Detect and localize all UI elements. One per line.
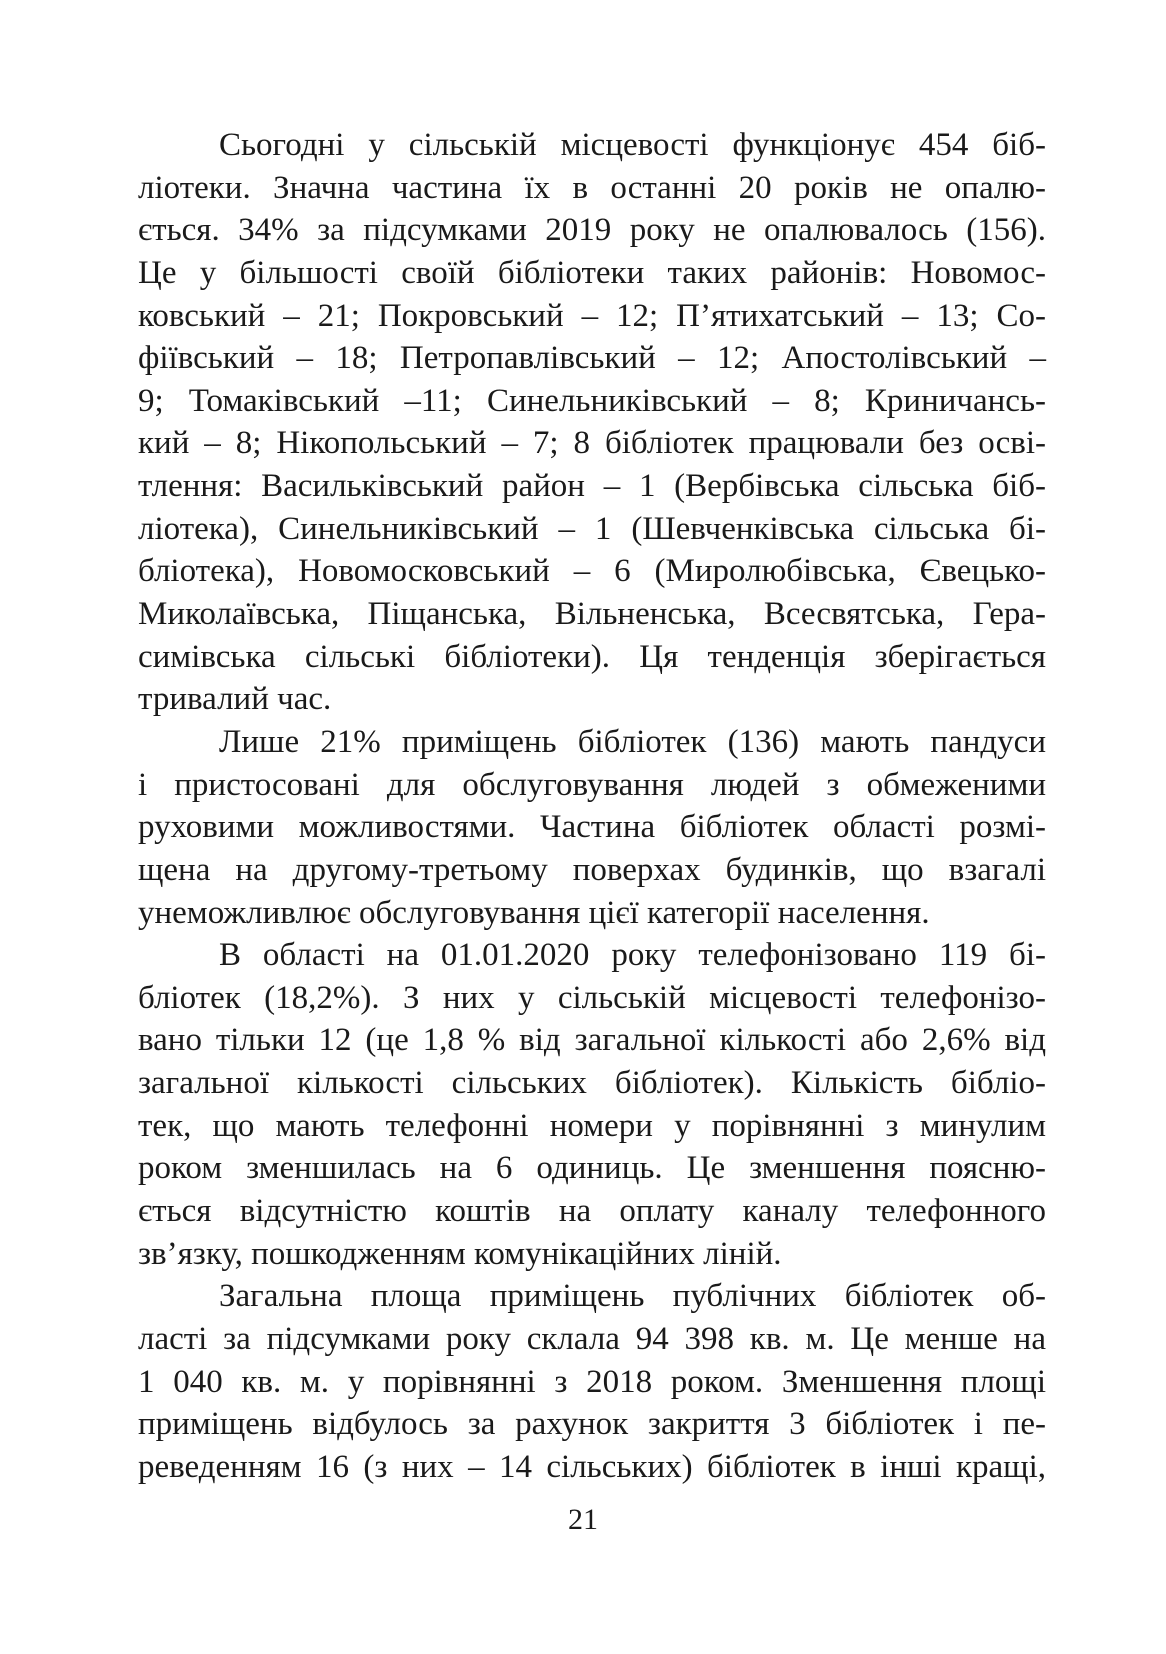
text-line: тек, що мають телефонні номери у порівнянні з минулим bbox=[138, 1107, 1046, 1144]
text-line: ласті за підсумками року склала 94 398 кв. м. Це менше на bbox=[138, 1320, 1046, 1357]
text-line: ється. 34% за підсумками 2019 року не опалювалось (156). bbox=[138, 212, 1046, 249]
page-number: 21 bbox=[568, 1503, 598, 1536]
text-line: ліотека), Синельниківський – 1 (Шевченківська сільська бі- bbox=[138, 510, 1046, 547]
text-line: і пристосовані для обслуговування людей з обмеженими bbox=[138, 766, 1046, 803]
text-line: загальної кількості сільських бібліотек). Кількість бібліо- bbox=[138, 1065, 1046, 1102]
text-line: руховими можливостями. Частина бібліотек області розмі- bbox=[138, 809, 1046, 846]
text-line: В області на 01.01.2020 року телефонізовано 119 бі- bbox=[219, 937, 1046, 974]
paragraph-floor-area bbox=[138, 1275, 1046, 1488]
text-line: Сьогодні у сільській місцевості функціонує 454 біб- bbox=[219, 127, 1046, 163]
text-line: реведенням 16 (з них – 14 сільських) бібліотек в інші кращі, bbox=[138, 1448, 1046, 1485]
text-line: роком зменшилась на 6 одиниць. Це зменшення поясню- bbox=[138, 1150, 1046, 1187]
text-line: фіївський – 18; Петропавлівський – 12; Апостолівський – bbox=[138, 340, 1046, 377]
text-line: ковський – 21; Покровський – 12; П’ятихатський – 13; Со- bbox=[138, 297, 1046, 334]
text-line: ліотеки. Значна частина їх в останні 20 років не опалю- bbox=[138, 169, 1046, 206]
text-line: бліотек (18,2%). З них у сільській місцевості телефонізо- bbox=[138, 979, 1046, 1016]
text-line: тлення: Васильківський район – 1 (Вербівська сільська біб- bbox=[138, 468, 1046, 505]
text-line: приміщень відбулось за рахунок закриття 3 бібліотек і пе- bbox=[138, 1406, 1046, 1443]
text-line: кий – 8; Нікопольський – 7; 8 бібліотек працювали без осві- bbox=[138, 425, 1046, 462]
text-line: тривалий час. bbox=[138, 681, 332, 718]
text-line: 1 040 кв. м. у порівнянні з 2018 роком. Зменшення площі bbox=[138, 1363, 1046, 1400]
paragraph-telephony bbox=[138, 934, 1046, 1275]
text-line: Миколаївська, Піщанська, Вільненська, Всесвятська, Гера- bbox=[138, 596, 1046, 633]
body-text bbox=[138, 124, 1046, 1489]
paragraph-accessibility bbox=[138, 721, 1046, 934]
text-line: вано тільки 12 (це 1,8 % від загальної кількості або 2,6% від bbox=[138, 1022, 1046, 1059]
paragraph-rural-libraries bbox=[138, 124, 1046, 721]
text-line: бліотека), Новомосковський – 6 (Миролюбівська, Євецько- bbox=[138, 553, 1046, 590]
text-line: унеможливлює обслуговування цієї категорії населення. bbox=[138, 894, 930, 931]
text-line: Загальна площа приміщень публічних бібліотек об- bbox=[219, 1278, 1046, 1315]
text-line: Це у більшості своїй бібліотеки таких районів: Новомос- bbox=[138, 254, 1046, 291]
text-line: зв’язку, пошкодженням комунікаційних ліній. bbox=[138, 1235, 782, 1272]
text-line: щена на другому-третьому поверхах будинків, що взагалі bbox=[138, 851, 1046, 888]
text-line: симівська сільські бібліотеки). Ця тенденція зберігається bbox=[138, 638, 1046, 675]
text-line: Лише 21% приміщень бібліотек (136) мають пандуси bbox=[219, 723, 1046, 760]
text-line: ється відсутністю коштів на оплату каналу телефонного bbox=[138, 1193, 1046, 1230]
text-line: 9; Томаківський –11; Синельниківський – 8; Криничансь- bbox=[138, 382, 1046, 419]
